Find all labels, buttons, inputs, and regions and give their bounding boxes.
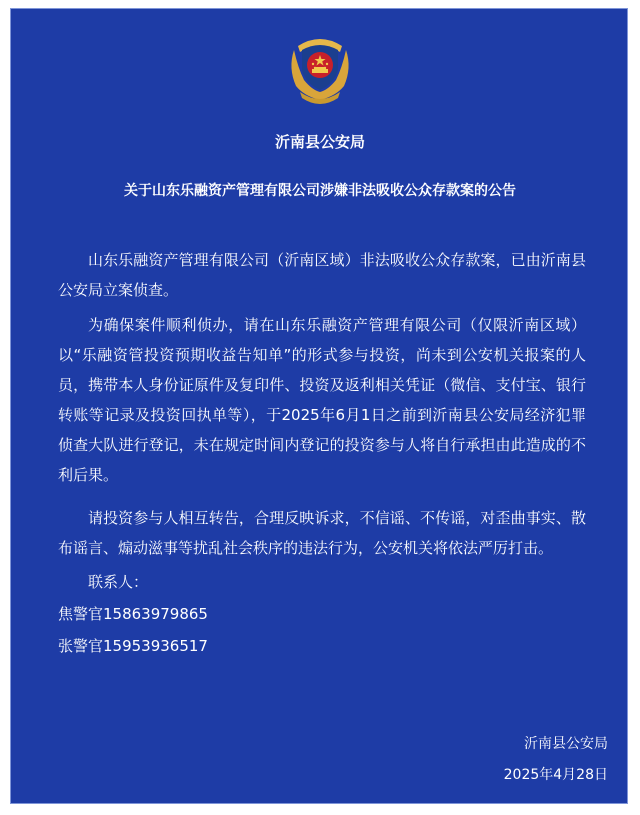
- signature-date: 2025年4月28日: [503, 767, 608, 783]
- police-emblem-icon: [284, 28, 356, 108]
- signature-organization: 沂南县公安局: [524, 736, 608, 752]
- contact-zhang: 张警官15953936517: [58, 637, 208, 655]
- contact-jiao: 焦警官15863979865: [58, 605, 208, 623]
- paragraph-2: 为确保案件顺利侦办，请在山东乐融资产管理有限公司（仅限沂南区域）以“乐融资管投资预期收益告知单”的形式参与投资，尚未到公安机关报案的人员，携带本人身份证原件及复印件、投资及返利相关凭证（微信、支付宝、银行转账等记录及投资回执单等），于2025年6月1日之前到沂南县公安局经济犯罪侦查大队进行登记，未在规定时间内登记的投资参与人将自行承担由此造成的不利后果。: [58, 316, 586, 484]
- organization-title: 沂南县公安局: [274, 133, 365, 151]
- paragraph-1: 山东乐融资产管理有限公司（沂南区域）非法吸收公众存款案，已由沂南县公安局立案侦查。: [58, 251, 586, 299]
- contact-label: 联系人：: [88, 573, 149, 591]
- paragraph-3: 请投资参与人相互转告，合理反映诉求，不信谣、不传谣，对歪曲事实、散布谣言、煽动滋事等扰乱社会秩序的违法行为，公安机关将依法严厉打击。: [58, 509, 586, 557]
- notice-title: 关于山东乐融资产管理有限公司涉嫌非法吸收公众存款案的公告: [124, 183, 516, 199]
